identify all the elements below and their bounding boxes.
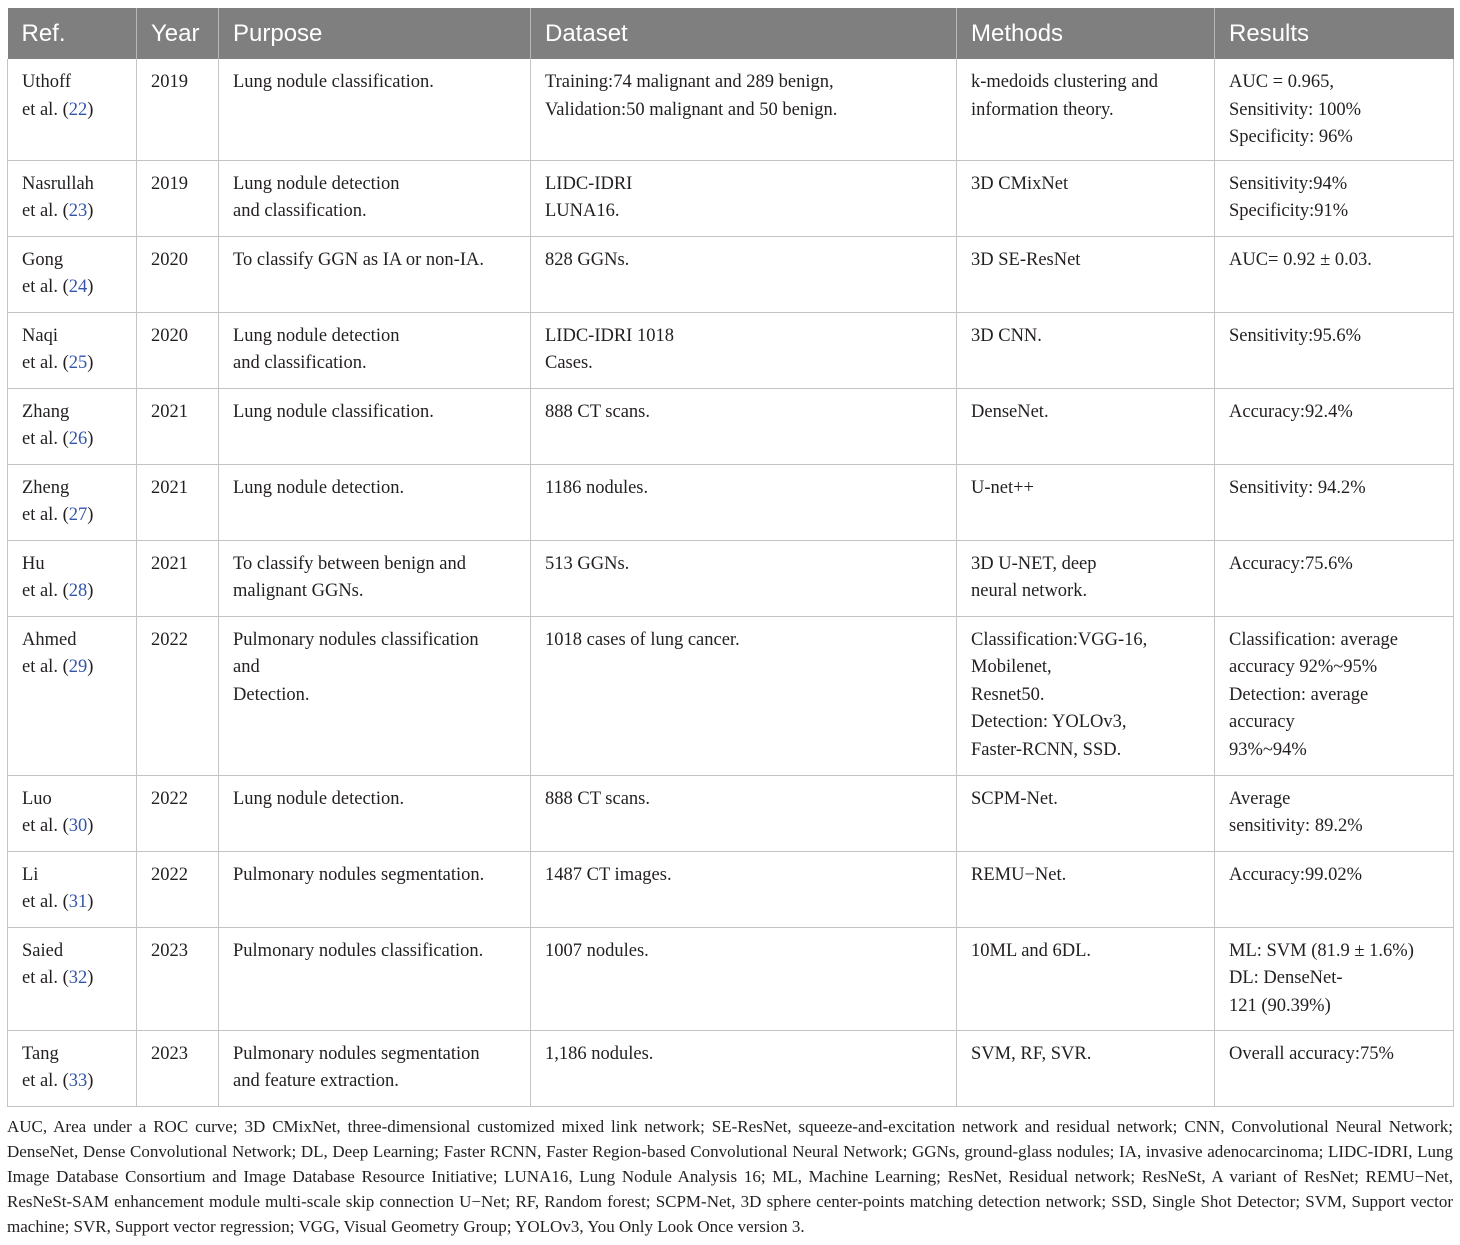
dataset-line: Validation:50 malignant and 50 benign.: [545, 99, 838, 120]
dataset-line: 888 CT scans.: [545, 401, 651, 422]
cell-ref: [8, 312, 137, 388]
cell-dataset: [531, 312, 957, 388]
ref-citation: et al. (27): [22, 505, 94, 525]
cell-purpose: [219, 1030, 531, 1106]
cell-methods: [957, 775, 1215, 851]
methods-line: U-net++: [971, 477, 1034, 498]
results-line: Detection: average: [1229, 684, 1369, 705]
cell-dataset: [531, 616, 957, 775]
cell-results: [1215, 616, 1454, 775]
cell-year: 2021: [137, 464, 219, 540]
cell-ref: [8, 388, 137, 464]
purpose-line: and feature extraction.: [233, 1071, 399, 1091]
results-line: AUC= 0.92 ± 0.03.: [1229, 249, 1372, 270]
methods-line: Resnet50.: [971, 684, 1045, 705]
methods-line: Faster-RCNN, SSD.: [971, 739, 1122, 760]
cell-year: 2021: [137, 540, 219, 616]
cell-dataset: [531, 59, 957, 160]
results-line: ML: SVM (81.9 ± 1.6%): [1229, 940, 1414, 961]
cell-dataset: [531, 851, 957, 927]
purpose-line: and classification.: [233, 353, 367, 373]
ref-citation: et al. (26): [22, 429, 94, 449]
table-row: [8, 851, 1454, 927]
ref-number-link[interactable]: 25: [68, 353, 88, 373]
ref-number-link[interactable]: 26: [68, 429, 88, 449]
cell-purpose: [219, 927, 531, 1030]
purpose-line: Detection.: [233, 684, 310, 705]
results-line: Specificity:91%: [1229, 201, 1349, 221]
methods-line: 3D CMixNet: [971, 173, 1069, 194]
dataset-line: 1,186 nodules.: [545, 1043, 654, 1064]
ref-citation: et al. (33): [22, 1071, 94, 1091]
cell-dataset: [531, 464, 957, 540]
cell-year: 2020: [137, 312, 219, 388]
ref-author: Gong: [22, 249, 64, 270]
cell-purpose: [219, 236, 531, 312]
ref-number-link[interactable]: 33: [68, 1071, 88, 1091]
cell-purpose: [219, 616, 531, 775]
results-line: Sensitivity: 94.2%: [1229, 477, 1366, 498]
cell-results: [1215, 59, 1454, 160]
cell-dataset: [531, 927, 957, 1030]
cell-results: [1215, 851, 1454, 927]
cell-results: [1215, 927, 1454, 1030]
table-row: [8, 540, 1454, 616]
ref-author: Naqi: [22, 325, 58, 346]
methods-line: neural network.: [971, 581, 1088, 601]
results-line: Classification: average: [1229, 629, 1399, 650]
column-header-methods: Methods: [957, 8, 1215, 59]
purpose-line: Lung nodule classification.: [233, 401, 434, 422]
cell-methods: [957, 160, 1215, 236]
cell-year: 2022: [137, 775, 219, 851]
dataset-line: 888 CT scans.: [545, 788, 651, 809]
cell-results: [1215, 540, 1454, 616]
purpose-line: Pulmonary nodules classification: [233, 629, 479, 650]
cell-methods: [957, 540, 1215, 616]
results-line: 121 (90.39%): [1229, 995, 1331, 1016]
cell-methods: [957, 851, 1215, 927]
cell-results: [1215, 388, 1454, 464]
cell-year: 2019: [137, 59, 219, 160]
cell-dataset: [531, 775, 957, 851]
table-footnote: AUC, Area under a ROC curve; 3D CMixNet, three-dimensional customized mixed link network; SE-ResNet, squeeze-and-excitation network and residual network; CNN, Convolutional Neural Network; DenseNet, Dense Convolutional Network; DL, Deep Learning; Faster RCNN, Faster Region-based Convolutional Neural Network; GGNs, ground-glass nodules; IA, invasive adenocarcinoma; LIDC-IDRI, Lung Image Database Consortium and Image Database Resource Initiative; LUNA16, Lung Nodule Analysis 16; ML, Machine Learning; ResNet, Residual network; ResNeSt, A variant of ResNet; REMU−Net, ResNeSt-SAM enhancement module multi-scale skip connection U−Net; RF, Random forest; SCPM-Net, 3D sphere center-points matching detection network; SSD, Single Shot Detector; SVM, Support vector machine; SVR, Support vector regression; VGG, Visual Geometry Group; YOLOv3, You Only Look Once version 3.: [7, 1117, 1453, 1236]
cell-methods: [957, 59, 1215, 160]
purpose-line: Lung nodule detection.: [233, 477, 405, 498]
methods-line: information theory.: [971, 99, 1114, 120]
cell-methods: [957, 616, 1215, 775]
cell-results: [1215, 1030, 1454, 1106]
ref-citation: et al. (31): [22, 892, 94, 912]
ref-citation: et al. (29): [22, 657, 94, 677]
cell-methods: [957, 1030, 1215, 1106]
dataset-line: 1007 nodules.: [545, 940, 649, 961]
results-line: sensitivity: 89.2%: [1229, 816, 1363, 836]
dataset-line: 513 GGNs.: [545, 553, 630, 574]
results-line: Average: [1229, 788, 1291, 809]
methods-line: 3D CNN.: [971, 325, 1042, 346]
results-line: 93%~94%: [1229, 739, 1307, 760]
ref-number-link[interactable]: 23: [68, 201, 88, 221]
column-header-year: Year: [137, 8, 219, 59]
ref-number-link[interactable]: 30: [68, 816, 88, 836]
purpose-line: To classify GGN as IA or non-IA.: [233, 249, 484, 270]
dataset-line: LIDC-IDRI 1018: [545, 325, 674, 346]
results-line: Overall accuracy:75%: [1229, 1043, 1394, 1064]
results-line: Sensitivity: 100%: [1229, 99, 1362, 120]
methods-line: 10ML and 6DL.: [971, 940, 1092, 961]
results-line: accuracy 92%~95%: [1229, 657, 1378, 677]
table-row: [8, 236, 1454, 312]
dataset-line: 1186 nodules.: [545, 477, 649, 498]
ref-number-link[interactable]: 32: [68, 968, 88, 988]
ref-number-link[interactable]: 22: [68, 99, 88, 120]
results-line: Sensitivity:94%: [1229, 173, 1348, 194]
cell-ref: [8, 540, 137, 616]
cell-purpose: [219, 464, 531, 540]
methods-line: Mobilenet,: [971, 657, 1052, 677]
cell-methods: [957, 927, 1215, 1030]
dataset-line: Training:74 malignant and 289 benign,: [545, 72, 834, 92]
methods-line: Classification:VGG-16,: [971, 629, 1148, 650]
ref-citation: et al. (24): [22, 277, 94, 297]
dataset-line: LIDC-IDRI: [545, 173, 633, 194]
ref-number-link[interactable]: 28: [68, 581, 88, 601]
purpose-line: and classification.: [233, 201, 367, 221]
methods-line: SCPM-Net.: [971, 788, 1058, 809]
column-header-purpose: Purpose: [219, 8, 531, 59]
dataset-line: LUNA16.: [545, 201, 620, 221]
results-line: Accuracy:75.6%: [1229, 553, 1353, 574]
cell-methods: [957, 236, 1215, 312]
cell-dataset: [531, 1030, 957, 1106]
purpose-line: Pulmonary nodules classification.: [233, 940, 484, 961]
dataset-line: Cases.: [545, 353, 593, 373]
dataset-line: 1487 CT images.: [545, 864, 672, 885]
results-line: Sensitivity:95.6%: [1229, 325, 1362, 346]
cell-purpose: [219, 851, 531, 927]
cell-results: [1215, 312, 1454, 388]
ref-number-link[interactable]: 29: [68, 657, 88, 677]
column-header-results: Results: [1215, 8, 1454, 59]
table-row: [8, 775, 1454, 851]
cell-year: 2020: [137, 236, 219, 312]
cell-purpose: [219, 160, 531, 236]
table-row: [8, 59, 1454, 160]
table-row: [8, 388, 1454, 464]
cell-methods: [957, 388, 1215, 464]
cell-ref: [8, 236, 137, 312]
methods-line: k-medoids clustering and: [971, 72, 1159, 92]
methods-line: 3D SE-ResNet: [971, 249, 1081, 270]
methods-line: SVM, RF, SVR.: [971, 1043, 1092, 1064]
purpose-line: malignant GGNs.: [233, 581, 364, 601]
ref-author: Li: [22, 864, 39, 885]
purpose-line: To classify between benign and: [233, 553, 466, 574]
ref-author: Nasrullah: [22, 173, 94, 194]
purpose-line: Lung nodule classification.: [233, 72, 434, 92]
column-header-dataset: Dataset: [531, 8, 957, 59]
ref-citation: et al. (32): [22, 968, 94, 988]
cell-methods: [957, 464, 1215, 540]
methods-line: REMU−Net.: [971, 864, 1067, 885]
table-row: [8, 1030, 1454, 1106]
purpose-line: and: [233, 657, 260, 677]
cell-year: 2019: [137, 160, 219, 236]
studies-table-container: [7, 8, 1453, 1107]
cell-year: 2022: [137, 851, 219, 927]
cell-year: 2022: [137, 616, 219, 775]
cell-ref: [8, 851, 137, 927]
purpose-line: Lung nodule detection: [233, 325, 400, 346]
cell-dataset: [531, 236, 957, 312]
cell-results: [1215, 775, 1454, 851]
cell-purpose: [219, 312, 531, 388]
results-line: accuracy: [1229, 712, 1295, 732]
cell-purpose: [219, 540, 531, 616]
cell-results: [1215, 236, 1454, 312]
ref-author: Ahmed: [22, 629, 77, 650]
cell-dataset: [531, 540, 957, 616]
ref-author: Zheng: [22, 477, 70, 498]
cell-methods: [957, 312, 1215, 388]
table-row: [8, 927, 1454, 1030]
cell-year: 2023: [137, 927, 219, 1030]
cell-purpose: [219, 388, 531, 464]
ref-citation: et al. (28): [22, 581, 94, 601]
dataset-line: 1018 cases of lung cancer.: [545, 629, 740, 650]
ref-citation: et al. (23): [22, 201, 94, 221]
results-line: AUC = 0.965,: [1229, 72, 1334, 92]
cell-results: [1215, 464, 1454, 540]
cell-ref: [8, 160, 137, 236]
ref-citation: et al. (30): [22, 816, 94, 836]
purpose-line: Lung nodule detection.: [233, 788, 405, 809]
cell-ref: [8, 927, 137, 1030]
studies-table: [7, 8, 1454, 1107]
ref-author: Luo: [22, 788, 52, 809]
ref-citation: et al. (22): [22, 99, 94, 120]
purpose-line: Pulmonary nodules segmentation: [233, 1043, 480, 1064]
dataset-line: 828 GGNs.: [545, 249, 630, 270]
results-line: Accuracy:92.4%: [1229, 401, 1353, 422]
table-row: [8, 616, 1454, 775]
results-line: Accuracy:99.02%: [1229, 864, 1363, 885]
cell-ref: [8, 1030, 137, 1106]
cell-results: [1215, 160, 1454, 236]
cell-ref: [8, 616, 137, 775]
cell-year: 2021: [137, 388, 219, 464]
ref-author: Hu: [22, 553, 45, 574]
ref-number-link[interactable]: 27: [68, 505, 88, 525]
methods-line: Detection: YOLOv3,: [971, 712, 1127, 732]
purpose-line: Lung nodule detection: [233, 173, 400, 194]
cell-purpose: [219, 59, 531, 160]
results-line: Specificity: 96%: [1229, 127, 1353, 147]
cell-dataset: [531, 160, 957, 236]
table-row: [8, 312, 1454, 388]
column-header-ref: Ref.: [8, 8, 137, 59]
ref-author: Uthoff: [22, 72, 71, 92]
table-header: [8, 8, 1454, 59]
cell-ref: [8, 775, 137, 851]
cell-ref: [8, 59, 137, 160]
table-body: [8, 59, 1454, 1106]
table-row: [8, 160, 1454, 236]
cell-purpose: [219, 775, 531, 851]
cell-ref: [8, 464, 137, 540]
ref-number-link[interactable]: 31: [68, 892, 88, 912]
ref-citation: et al. (25): [22, 353, 94, 373]
header-row: [8, 8, 1454, 59]
results-line: DL: DenseNet-: [1229, 968, 1343, 988]
cell-dataset: [531, 388, 957, 464]
ref-number-link[interactable]: 24: [68, 277, 88, 297]
methods-line: 3D U-NET, deep: [971, 553, 1097, 574]
cell-year: 2023: [137, 1030, 219, 1106]
ref-author: Tang: [22, 1043, 59, 1064]
purpose-line: Pulmonary nodules segmentation.: [233, 864, 485, 885]
table-row: [8, 464, 1454, 540]
methods-line: DenseNet.: [971, 401, 1049, 422]
ref-author: Zhang: [22, 401, 70, 422]
ref-author: Saied: [22, 940, 64, 961]
